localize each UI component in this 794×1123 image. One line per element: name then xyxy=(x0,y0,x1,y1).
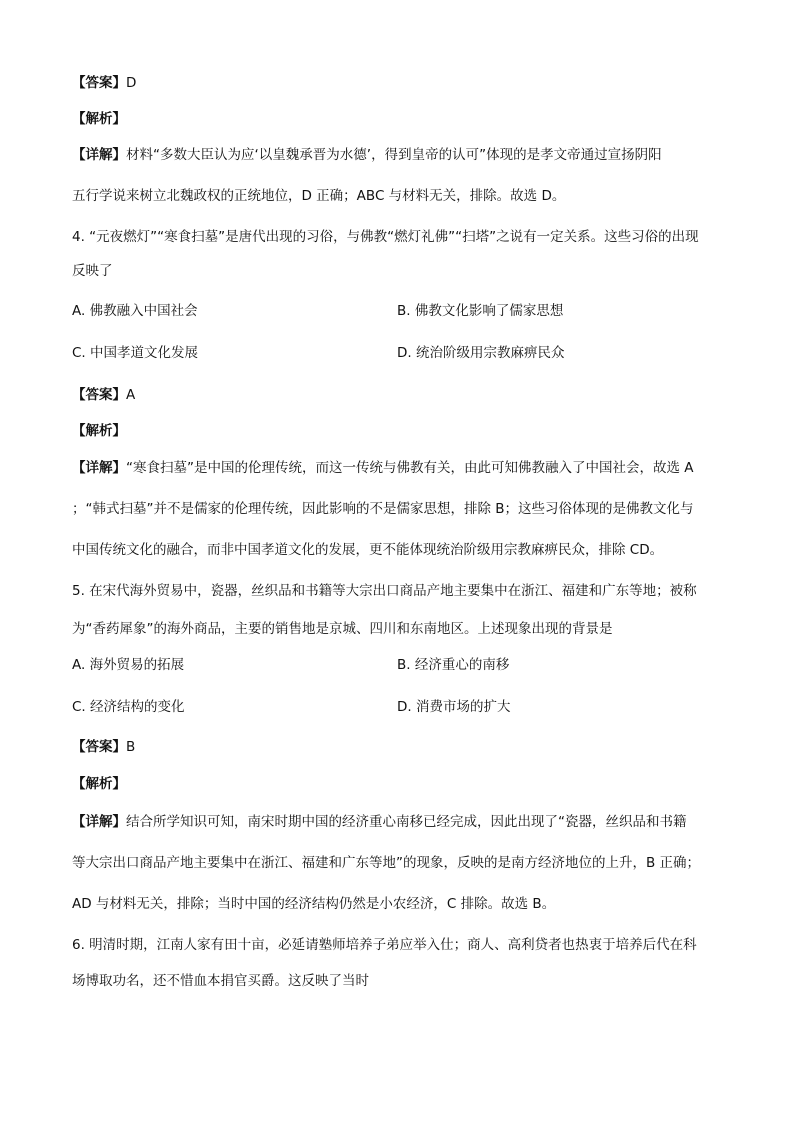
question-stem: 6. 明清时期，江南人家有田十亩，必延请塾师培养子弟应举入仕；商人、高利贷者也热衷于培养后代在科 xyxy=(72,937,697,953)
answer-value: D xyxy=(126,75,137,91)
analysis-label: 【解析】 xyxy=(72,111,126,127)
detail-label: 【详解】 xyxy=(72,814,126,830)
detail-line: ；“韩式扫墓”并不是儒家的伦理传统，因此影响的不是儒家思想，排除 B；这些习俗体现的是佛教文化与 xyxy=(72,501,694,517)
detail-line: 等大宗出口商品产地主要集中在浙江、福建和广东等地”的现象，反映的是南方经济地位的上升，B 正确； xyxy=(72,855,701,871)
option-a: A. 海外贸易的拓展 xyxy=(72,657,185,673)
answer-line xyxy=(72,386,135,404)
answer-line xyxy=(72,74,136,92)
answer-label: 【答案】 xyxy=(72,75,126,91)
question-stem: 为“香药犀象”的海外商品，主要的销售地是京城、四川和东南地区。上述现象出现的背景是 xyxy=(72,621,613,637)
option-c: C. 经济结构的变化 xyxy=(72,699,185,715)
option-c: C. 中国孝道文化发展 xyxy=(72,345,199,361)
detail-line: 【详解】材料“多数大臣认为应‘以皇魏承晋为水德’，得到皇帝的认可”体现的是孝文帝通过宣扬阴阳 xyxy=(72,147,662,163)
answer-line xyxy=(72,738,135,756)
analysis-label: 【解析】 xyxy=(72,776,126,792)
detail-label: 【详解】 xyxy=(72,460,126,476)
question-stem: 场博取功名，还不惜血本捐官买爵。这反映了当时 xyxy=(72,973,369,989)
analysis-label: 【解析】 xyxy=(72,423,126,439)
answer-value: B xyxy=(126,739,136,755)
detail-label: 【详解】 xyxy=(72,147,126,163)
option-d: D. 统治阶级用宗教麻痹民众 xyxy=(397,345,565,361)
detail-line: AD 与材料无关，排除；当时中国的经济结构仍然是小农经济，C 排除。故选 B。 xyxy=(72,896,556,912)
detail-line: 【详解】结合所学知识可知，南宋时期中国的经济重心南移已经完成，因此出现了“瓷器，丝织品和书籍 xyxy=(72,814,687,830)
answer-value: A xyxy=(126,387,136,403)
question-stem: 4. “元夜燃灯”“寒食扫墓”是唐代出现的习俗，与佛教“燃灯礼佛”“扫塔”之说有一定关系。这些习俗的出现 xyxy=(72,229,699,245)
option-b: B. 经济重心的南移 xyxy=(397,657,510,673)
question-stem: 5. 在宋代海外贸易中，瓷器，丝织品和书籍等大宗出口商品产地主要集中在浙江、福建和广东等地；被称 xyxy=(72,583,697,599)
option-b: B. 佛教文化影响了儒家思想 xyxy=(397,303,564,319)
answer-label: 【答案】 xyxy=(72,739,126,755)
option-d: D. 消费市场的扩大 xyxy=(397,699,511,715)
answer-label: 【答案】 xyxy=(72,387,126,403)
detail-line: 五行学说来树立北魏政权的正统地位，D 正确；ABC 与材料无关，排除。故选 D。 xyxy=(72,188,566,204)
question-stem: 反映了 xyxy=(72,263,113,279)
detail-line: 中国传统文化的融合，而非中国孝道文化的发展，更不能体现统治阶级用宗教麻痹民众，排除 CD。 xyxy=(72,542,664,558)
detail-line: 【详解】“寒食扫墓”是中国的伦理传统，而这一传统与佛教有关，由此可知佛教融入了中国社会，故选 A xyxy=(72,460,694,476)
option-a: A. 佛教融入中国社会 xyxy=(72,303,198,319)
